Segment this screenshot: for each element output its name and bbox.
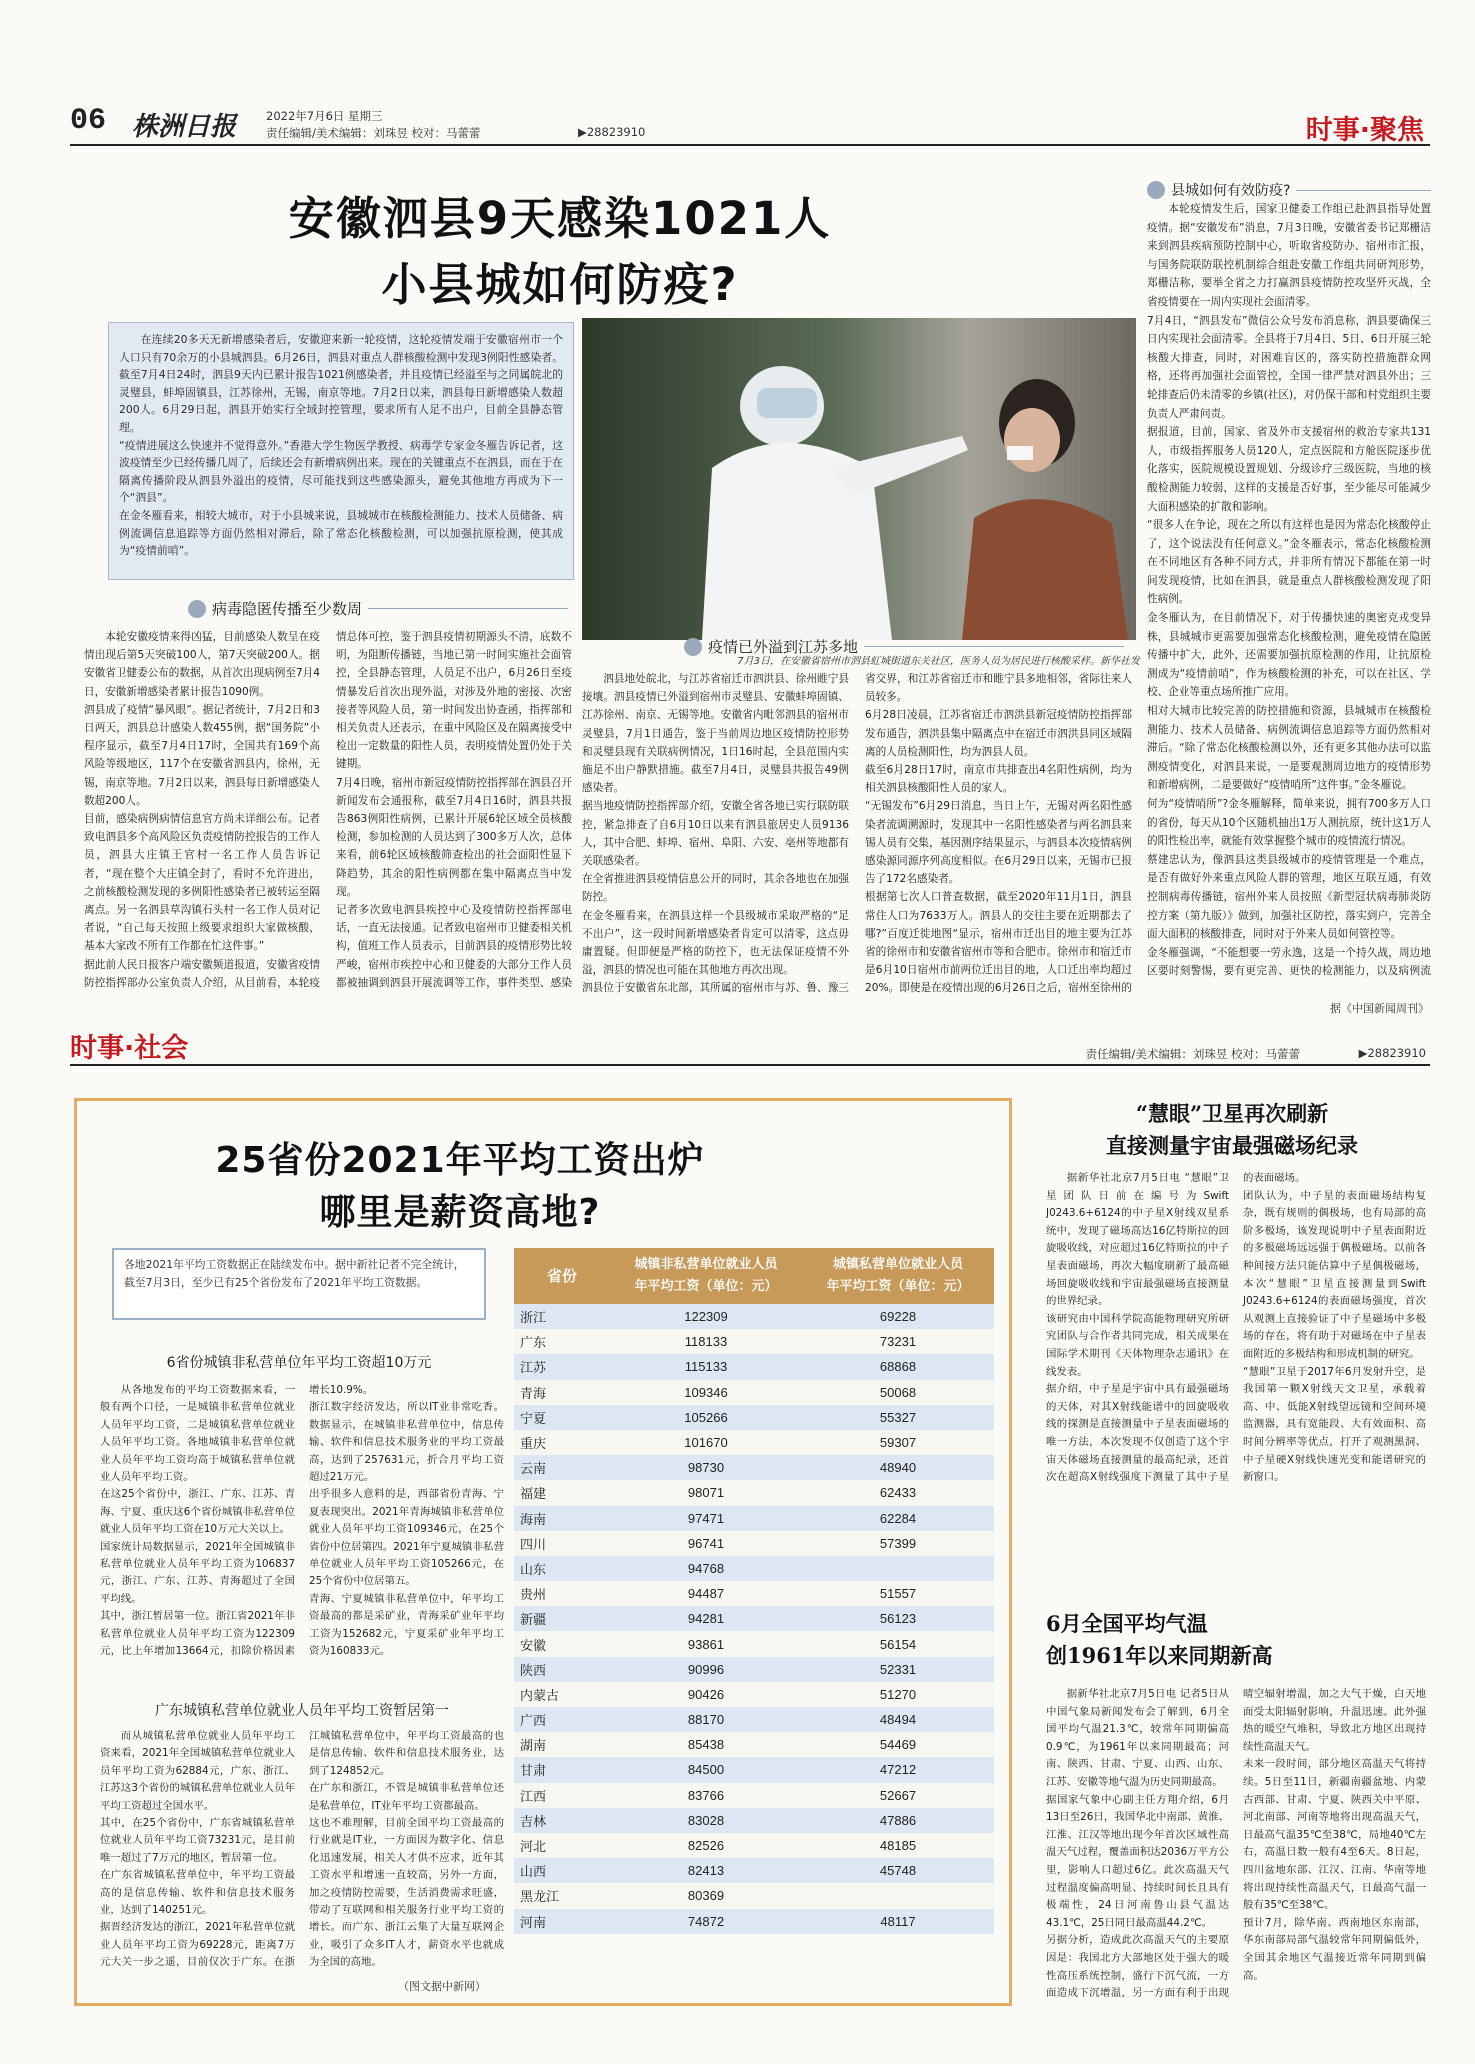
table-cell-nonprivate: 105266 — [610, 1405, 802, 1430]
main-source: 据《中国新闻周刊》 — [1330, 1002, 1429, 1015]
satellite-headline-1: “慧眼”卫星再次刷新 — [1135, 1101, 1329, 1126]
table-row — [514, 1304, 994, 1329]
table-cell-private: 73231 — [802, 1329, 994, 1354]
wage-headline-2: 哪里是薪资高地? — [319, 1192, 601, 1233]
satellite-headline-2: 直接测量宇宙最强磁场纪录 — [1106, 1133, 1358, 1158]
table-cell-province: 山西 — [514, 1858, 610, 1883]
satellite-text: 据新华社北京7月5日电 “慧眼”卫星团队日前在编号为Swift J0243.6+6124的中子星X射线双星系统中，发现了磁场高达16亿特斯拉的回旋吸收线，对应超过16亿特斯拉的中子星表面磁场，再次大幅度刷新了最高磁场回旋吸收线和宇宙最强磁场直接测量的世界纪录。 该研究由中国科学院高能物理研究所研究团队与合作者共同完成，相关成果在国际学术期刊《天体物理杂志通讯》在线发表。 据介绍，中子星是宇宙中具有最强磁场的天体，对其X射线能谱中的回旋吸收线的探测是直接测量中子星表面磁场的唯一方法，本次发现不仅创造了这个宇宙天体磁场直接测量的最高纪录，还首次在超高X射线强度下测量了其中子星的表面磁场。 团队认为，中子星的表面磁场结构复杂，既有规则的偶极场，也有局部的高阶多极场，该发现说明中子星表面附近的多极磁场远远强于偶极磁场。以前各种间接方法只能估算中子星偶极磁场，本次“慧眼”卫星直接测量到Swift J0243.6+6124的表面磁场强度，首次从观测上直接验证了中子星磁场中多极场的存在，将有助于对磁场在中子星表面附近的多极结构和形成机制的研究。 “慧眼”卫星于2017年6月发射升空，是我国第一颗X射线天文卫星，承载着高、中、低能X射线望远镜和空间环境监测器，具有宽能段、大有效面积、高时间分辨率等优点，打开了观测黑洞、中子星硬X射线快速光变和能谱研究的新窗口。 — [1046, 1172, 1426, 1484]
table-row — [514, 1354, 994, 1379]
table-cell-nonprivate: 82526 — [610, 1833, 802, 1858]
wage-intro-box — [112, 1248, 486, 1320]
wage-sub1-text: 从各地发布的平均工资数据来看，一般有两个口径，一是城镇非私营单位就业人员年平均工资，二是城镇私营单位就业人员年平均工资。各地城镇非私营单位就业人员年平均工资均高于城镇私营单位就业人员年平均工资。 在这25个省份中，浙江、广东、江苏、青海、宁夏、重庆这6个省份城镇非私营单位就业人员年平均工资在10万元大关以上。 国家统计局数据显示，2021年全国城镇非私营单位就业人员年平均工资为106837元，浙江、广东、江苏、青海超过了全国平均线。 其中，浙江暂居第一位。浙江省2021年非私营单位就业人员年平均工资为122309元，比上年增加13664元，扣除价格因素增长10.9%。 浙江数字经济发达，所以IT业非常吃香。数据显示，在城镇非私营单位中，信息传输、软件和信息技术服务业的平均工资最高，达到了257631元，折合月平均工资超过21万元。 出乎很多人意料的是，西部省份青海、宁夏表现突出。2021年青海城镇非私营单位就业人员年平均工资109346元，在25个省份中位居第四。2021年宁夏城镇非私营单位就业人员年平均工资105266元，在25个省份中位居第五。 青海、宁夏城镇非私营单位中，年平均工资最高的都是采矿业，青海采矿业年平均工资为152682元，宁夏采矿业年平均工资为160833元。 — [100, 1384, 504, 1658]
right-subhead-text: 县城如何有效防疫? — [1171, 183, 1291, 199]
table-cell-private: 48117 — [802, 1909, 994, 1934]
table-cell-private: 48185 — [802, 1833, 994, 1858]
table-cell-private: 51270 — [802, 1682, 994, 1707]
table-row — [514, 1405, 994, 1430]
hotline-bottom: ▶28823910 — [1358, 1046, 1426, 1060]
table-cell-private: 48494 — [802, 1707, 994, 1732]
table-cell-nonprivate: 83766 — [610, 1783, 802, 1808]
hotline: ▶28823910 — [578, 125, 646, 139]
subhead-virus — [188, 598, 568, 619]
table-cell-nonprivate: 94768 — [610, 1556, 802, 1581]
table-row — [514, 1682, 994, 1707]
table-cell-province: 四川 — [514, 1531, 610, 1556]
table-cell-province: 吉林 — [514, 1808, 610, 1833]
table-cell-nonprivate: 118133 — [610, 1329, 802, 1354]
table-row — [514, 1480, 994, 1505]
table-cell-nonprivate: 115133 — [610, 1354, 802, 1379]
table-cell-nonprivate: 98071 — [610, 1480, 802, 1505]
table-row — [514, 1783, 994, 1808]
photo-caption: 7月3日，在安徽省宿州市泗县虹城街道东关社区，医务人员为居民进行核酸采样。新华社发 — [737, 656, 1140, 667]
table-cell-private: 57399 — [802, 1531, 994, 1556]
subhead-virus-text: 病毒隐匿传播至少数周 — [212, 600, 363, 618]
wage-sub2: 广东城镇私营单位就业人员年平均工资暂居第一 — [155, 1703, 449, 1719]
table-cell-private: 52667 — [802, 1783, 994, 1808]
main-headline-2: 小县城如何防疫? — [381, 258, 739, 311]
table-row — [514, 1380, 994, 1405]
table-cell-province: 江苏 — [514, 1354, 610, 1379]
section-title-top: 时事·聚焦 — [1305, 115, 1424, 146]
table-cell-nonprivate: 85438 — [610, 1732, 802, 1757]
spread-text: 泗县地处皖北，与江苏省宿迁市泗洪县、徐州睢宁县接壤。泗县疫情已外溢到宿州市灵璧县、安徽蚌埠固镇、江苏徐州、南京、无锡等地。安徽省内毗邻泗县的宿州市灵璧县，7月1日通告，鉴于当前周边地区疫情防控形势和灵璧县现有关联病例情况，1日16时起，全县范围内实施足不出户静默措施。截至7月4日，灵璧县共报告49例感染者。 据当地疫情防控指挥部介绍，安徽全省各地已实行联防联控，紧急排查了自6月10日以来有泗县旅居史人员9136人，其中合肥、蚌埠、宿州、阜阳、六安、亳州等地都有关联感染者。 在全省推进泗县疫情信息公开的同时，其余各地也在加强防控。 在金冬雁看来，在泗县这样一个县级城市采取严格的“足不出户”，这一段时间新增感染者肯定可以清零，这点毋庸置疑。但即便是严格的防控下，也无法保证疫情不外溢，泗县的情况也可能在其他地方再次出现。 泗县位于安徽省东北部，其所属的宿州市与苏、鲁、豫三省交界，和江苏省宿迁市和睢宁县多地相邻，省际往来人员较多。 6月28日凌晨，江苏省宿迁市泗洪县新冠疫情防控指挥部发布通告，泗洪县集中隔离点中在宿迁市泗洪县同区域隔离的人员检测阳性，均为泗县人员。 截至6月28日17时，南京市共排查出4名阳性病例，均为相关泗县核酸阳性人员的家人。 “无锡发布”6月29日消息，当日上午，无锡对两名阳性感染者流调溯源时，发现其中一名阳性感染者与两名泗县来锡人员有交集，基因测序结果显示，与泗县本次疫情病例感染源同源序列高度相似。在6月29日以来，无锡市已报告了172名感染者。 根据第七次人口普查数据，截至2020年11月1日，泗县常住人口为7633万人。泗县人的交往主要在近期都去了哪?”百度迁徙地图“显示，宿州市迁出目的地主要为江苏省的徐州市和安徽省宿州市等和合肥市。徐州市和宿迁市是6月10日宿州市前两位迁出目的地，人口迁出率均超过20%。即使是在疫情出现的6月26日之后，宿州至徐州的 — [582, 673, 1132, 995]
table-cell-province: 河北 — [514, 1833, 610, 1858]
table-cell-private: 54469 — [802, 1732, 994, 1757]
table-cell-province: 甘肃 — [514, 1757, 610, 1782]
table-cell-nonprivate: 94281 — [610, 1606, 802, 1631]
table-cell-nonprivate: 74872 — [610, 1909, 802, 1934]
table-cell-province: 河南 — [514, 1909, 610, 1934]
photo-illustration — [582, 318, 1136, 640]
table-cell-private: 69228 — [802, 1304, 994, 1329]
table-cell-private: 55327 — [802, 1405, 994, 1430]
table-cell-nonprivate: 109346 — [610, 1380, 802, 1405]
table-cell-private: 47212 — [802, 1757, 994, 1782]
table-cell-private: 68868 — [802, 1354, 994, 1379]
table-cell-province: 福建 — [514, 1480, 610, 1505]
table-cell-private: 56154 — [802, 1631, 994, 1656]
divider — [1296, 190, 1431, 191]
temp-headline-2: 创1961年以来同期新高 — [1046, 1643, 1273, 1668]
table-cell-private: 56123 — [802, 1606, 994, 1631]
editors-line: 责任编辑/美术编辑：刘珠昱 校对：马蕾蕾 — [266, 126, 481, 140]
virus-text: 本轮安徽疫情来得凶猛，目前感染人数呈在疫情出现后第5天突破100人，第7天突破200人。据安徽省卫健委公布的数据，从首次出现病例至7月4日，安徽新增感染者累计报告1090例。 泗县成了疫情“暴风眼”。据记者统计，7月2日和3日两天，泗县总计感染人数455例，据“国务院”小程序显示，截至7月4日17时，全国共有169个高风险等级地区，117个在安徽省泗县内，徐州，无锡，南京等地。7月2日以来，泗县每日新增感染人数超200人。 目前，感染病例病情信息官方尚未详细公布。记者致电泗县多个高风险区负责疫情防控报告的工作人员，泗县大庄镇王官村一名工作人员告诉记者，“现在整个大庄镇全封了，看时不允许进出，之前核酸检测发现的多例阳性感染者已被转运至隔离点。另一名泗县草沟镇石头村一名工作人员对记者说，“自己每天按照上级要求组织大家做核酸，基本大家改不所有工作都在忙这件事。” 据此前人民日报客户端安徽频道报道，安徽省疫情防控指挥部办公室负责人介绍，从目前看，本轮疫情总体可控，鉴于泗县疫情初期源头不清，底数不明，为阻断传播链，当地已第一时间实施社会面管控，全县静态管理，人员足不出户，6月26日至疫情暴发后首次出现外溢，对涉及外地的密接、次密接者等风险人员，第一时间发出协查函，指挥部和相关负责人还表示，在重中风险区及在隔离接受中检出一定数量的阳性人员，表明疫情处置仍处于关键期。 7月4日晚，宿州市新冠疫情防控指挥部在泗县召开新闻发布会通报称，截至7月4日16时，泗县共报告863例阳性病例，已累计开展6轮区域全员核酸检测，参加检测的人员达到了300多万人次，总体来看，前6轮区域核酸筛查检出的社会面阳性显下降趋势，其余的阳性病例都在集中隔离点当中发现。 记者多次致电泗县疾控中心及疫情防控指挥部电话，一直无法接通。记者致电宿州市卫健委相关机构，值班工作人员表示，目前泗县的疫情形势比较严峻，宿州市疾控中心和卫健委的大部分工作人员都被抽调到泗县开展流调等工作，事件类型、感染 — [84, 631, 572, 989]
table-cell-nonprivate: 84500 — [610, 1757, 802, 1782]
table-row — [514, 1833, 994, 1858]
table-cell-province: 海南 — [514, 1506, 610, 1531]
table-cell-private: 62284 — [802, 1506, 994, 1531]
table-row — [514, 1883, 994, 1908]
table-cell-province: 陕西 — [514, 1657, 610, 1682]
table-cell-nonprivate: 90996 — [610, 1657, 802, 1682]
wage-intro: 各地2021年平均工资数据正在陆续发布中。据中新社记者不完全统计，截至7月3日，至少已有25个省份发布了2021年平均工资数据。 — [124, 1258, 465, 1289]
table-cell-nonprivate: 80369 — [610, 1883, 802, 1908]
table-cell-private: 50068 — [802, 1380, 994, 1405]
table-cell-private: 59307 — [802, 1430, 994, 1455]
section-bullet-icon — [188, 600, 206, 618]
table-cell-province: 青海 — [514, 1380, 610, 1405]
wage-headline-1: 25省份2021年平均工资出炉 — [215, 1140, 705, 1181]
right-column-text: 本轮疫情发生后，国家卫健委工作组已赴泗县指导处置疫情。据“安徽发布”消息，7月3日晚，安徽省委书记郑栅洁来到泗县疾病预防控制中心，听取省疫防办、宿州市汇报，与国务院联防联控机制综合组赴安徽工作组共同研判形势，郑栅洁称，要举全省之力打赢泗县疫情防控攻坚歼灭战，全省疫情要在一周内实现社会面清零。 7月4日，“泗县发布”微信公众号发布消息称，泗县要确保三日内实现社会面清零。全县将于7月4日、5日、6日开展三轮核酸大排查，同时，对困难盲区的，落实防控措施群众网格，还将再加强社会面管控，全国一律严禁对泗县外出；三轮排查后仍未清零的乡镇(社区)，对仍保干部和村党组织主要负责人严肃问责。 据报道，目前，国家、省及外市支援宿州的救治专家共131人，市级指挥服务人员120人，定点医院和方舱医院逐步优化落实，医院规模设置规划、分级诊疗三级医院，当地的核酸检测能力较弱，这样的支援是否好事，至少能尽可能减少大面积感染的扩散和影响。 “很多人在争论，现在之所以有这样也是因为常态化核酸停止了，这个说法没有任何意义。”金冬雁表示，常态化核酸检测在不同地区有各种不同方式，并非所有情况下都能在第一时间发现疫情，比如在泗县，就是重点人群核酸检测发现了阳性病例。 金冬雁认为，在目前情况下，对于传播快速的奥密克戎变异株，县城城市更需要加强常态化核酸检测，避免疫情在隐匿传播中扩大，此外，还需要加强抗原检测的作用，让抗原检测成为“疫情前哨”，作为核酸检测的补充，可以在社区、学校、企业等重点场所推广应用。 相对大城市比较完善的防控措施和资源，县城城市在核酸检测能力、技术人员储备、病例流调信息追踪等方面仍然相对滞后。“除了常态化核酸检测以外，还有更多其他办法可以监测疫情变化，对泗县来说，一是要观测周边地方的疫情形势和新增病例，二是要做好“疫情哨所”这件事。”金冬雁说。 何为“疫情哨所”?金冬雁解释，简单来说，拥有700多万人口的省份，每天从10个区随机抽出1万人测抗原，统计这1万人的阳性检出率，就能有效掌握整个城市的疫情流行情况。 蔡建忠认为，像泗县这类县级城市的疫情管理是一个难点，是否有做好外来重点风险人群的管理，地区互联互通，有效控制病毒传播链，宿州外来人员按照《新型冠状病毒肺炎防控方案（第九版）》做到，加强社区防控，落实到户，完善全面大面积的核酸排查，同时对于外来人员如何管控等。 金冬雁强调，“不能想要一劳永逸，这是一个持久战，周边地区要时刻警惕，要有更完善、更快的检测能力，以及病例流 — [1147, 203, 1431, 978]
wage-table-wrap — [514, 1248, 994, 1934]
wage-table — [514, 1248, 994, 1934]
table-row — [514, 1455, 994, 1480]
editors-line-bottom: 责任编辑/美术编辑：刘珠昱 校对：马蕾蕾 — [1085, 1047, 1300, 1061]
wage-sub2-text: 而从城镇私营单位就业人员年平均工资来看，2021年全国城镇私营单位就业人员年平均工资为62884元，广东、浙江、江苏这3个省份的城镇私营单位就业人员年平均工资超过全国水平。 其中，在25个省份中，广东省城镇私营单位就业人员年平均工资73231元，是目前唯一超过了7万元的地区，暂居第一位。 在广东省城镇私营单位中，年平均工资最高的是信息传输、软件和信息技术服务业，达到了140251元。 据晋经济发达的浙江，2021年私营单位就业人员年平均工资为69228元，距离7万元大关一步之遥，目前仅次于广东。在浙江城镇私营单位中，年平均工资最高的也是信息传输、软件和信息技术服务业，达到了124852元。 在广东和浙江，不管是城镇非私营单位还是私营单位，IT业年平均工资都最高。 这也不难理解，目前全国平均工资最高的行业就是IT业，一方面因为数字化、信息化迅速发展，相关人才供不应求，近年其工资水平和增速一直较高，另外一方面，加之疫情防控需要，生活消费需求旺盛，带动了互联网和相关服务行业平均工资的增长。而广东、浙江云集了大量互联网企业，吸引了众多IT人才，薪资水平也就成为全国的高地。 — [100, 1730, 504, 1969]
table-cell-nonprivate: 90426 — [610, 1682, 802, 1707]
wage-table-body — [514, 1304, 994, 1934]
table-row — [514, 1329, 994, 1354]
table-cell-nonprivate: 82413 — [610, 1858, 802, 1883]
table-cell-province: 安徽 — [514, 1631, 610, 1656]
wage-sub1: 6省份城镇非私营单位年平均工资超10万元 — [166, 1355, 432, 1371]
table-cell-province: 广东 — [514, 1329, 610, 1354]
table-row — [514, 1707, 994, 1732]
table-cell-province: 贵州 — [514, 1581, 610, 1606]
table-cell-province: 江西 — [514, 1783, 610, 1808]
masthead-top — [70, 102, 1430, 146]
table-row — [514, 1581, 994, 1606]
lead-text: 在连续20多天无新增感染者后，安徽迎来新一轮疫情，这轮疫情发端于安徽宿州市一个人口只有70余万的小县城泗县。6月26日，泗县对重点人群核酸检测中发现3例阳性感染者。截至7月4日24时，泗县9天内已累计报告1021例感染者，并且疫情已经溢至与之同属皖北的灵璧县，蚌埠固镇县，江苏徐州，无锡，南京等地。7月2日以来，泗县每日新增感染人数超200人。6月29日起，泗县开始实行全域封控管理，要求所有人足不出户，目前全县静态管理。 “疫情进展这么快速并不觉得意外。”香港大学生物医学教授、病毒学专家金冬雁告诉记者，这波疫情至少已经传播几周了，后续还会有新增病例出来。现在的关键重点不在泗县，而在于在隔离传播阶段从泗县外溢出的疫情，尽可能找到这些感染源头，避免其他地方再成为下一个“泗县”。 在金冬雁看来，相较大城市，对于小县城来说，县城城市在核酸检测能力、技术人员储备、病例流调信息追踪等方面仍然相对滞后，除了常态化核酸检测，可以加强抗原检测，使其成为“疫情前哨”。 — [119, 333, 563, 558]
subhead-spread — [684, 636, 1124, 657]
table-row — [514, 1556, 994, 1581]
table-cell-private: 51557 — [802, 1581, 994, 1606]
table-cell-private: 52331 — [802, 1657, 994, 1682]
paper-logo: 株洲日报 — [132, 112, 237, 142]
table-cell-province: 广西 — [514, 1707, 610, 1732]
table-cell-nonprivate: 83028 — [610, 1808, 802, 1833]
table-cell-nonprivate: 93861 — [610, 1631, 802, 1656]
divider — [864, 646, 1124, 647]
table-cell-private: 47886 — [802, 1808, 994, 1833]
right-subhead — [1147, 180, 1431, 200]
table-row — [514, 1631, 994, 1656]
table-row — [514, 1606, 994, 1631]
table-cell-nonprivate: 94487 — [610, 1581, 802, 1606]
section-bullet-icon — [684, 638, 702, 656]
table-header-nonprivate: 城镇非私营单位就业人员 年平均工资（单位：元） — [610, 1248, 802, 1304]
lead-box — [108, 322, 574, 580]
table-cell-province: 山东 — [514, 1556, 610, 1581]
table-row — [514, 1506, 994, 1531]
table-row — [514, 1657, 994, 1682]
table-cell-province: 内蒙古 — [514, 1682, 610, 1707]
table-cell-private: 48940 — [802, 1455, 994, 1480]
wage-table-header — [514, 1248, 994, 1304]
table-cell-province: 湖南 — [514, 1732, 610, 1757]
table-row — [514, 1858, 994, 1883]
temp-headline-1: 6月全国平均气温 — [1046, 1611, 1208, 1636]
table-cell-province: 宁夏 — [514, 1405, 610, 1430]
section-bullet-icon — [1147, 181, 1165, 199]
table-cell-province: 浙江 — [514, 1304, 610, 1329]
table-row — [514, 1909, 994, 1934]
table-header-province: 省份 — [514, 1248, 610, 1304]
table-cell-nonprivate: 97471 — [610, 1506, 802, 1531]
issue-date: 2022年7月6日 星期三 — [266, 109, 383, 123]
section-title-bottom: 时事·社会 — [70, 1033, 189, 1064]
table-cell-province: 黑龙江 — [514, 1883, 610, 1908]
table-cell-province: 云南 — [514, 1455, 610, 1480]
page-number: 06 — [70, 104, 107, 138]
wage-source: （图文据中新网） — [398, 1980, 486, 1993]
masthead-bottom — [70, 1020, 1430, 1066]
table-cell-private: 45748 — [802, 1858, 994, 1883]
table-row — [514, 1732, 994, 1757]
temp-text: 据新华社北京7月5日电 记者5日从中国气象局新闻发布会了解到，6月全国平均气温21.3℃，较常年同期偏高0.9℃，为1961年以来同期最高；河南、陕西、甘肃、宁夏、山西、山东、江苏、安徽等地气温为历史同期最高。 据国家气象中心副主任方翔介绍，6月13日至26日，我国华北中南部、黄淮、江淮、江汉等地出现今年首次区域性高温天气过程，覆盖面积达2036万平方公里，影响人口超过6亿。此次高温天气过程温度偏高明显、持续时间长且具有极端性，24日河南鲁山县气温达43.1℃，25日同日最高温44.2℃。 另据分析，造成此次高温天气的主要原因是：我国北方大部地区处于强大的暖性高压系统控制，盛行下沉气流，一方面造成下沉增温，另一方面有利于出现晴空辐射增温，加之大气干燥，白天地面受太阳辐射影响，升温迅速。此外强热的暖空气堆积，导致北方地区出现持续性高温天气。 未来一段时间，部分地区高温天气将持续。5日至11日，新疆南疆盆地、内蒙古西部、甘肃、宁夏、陕西关中平原、河北南部、河南等地将出现高温天气，日最高气温35℃至38℃，局地40℃左右，高温日数一般有4至6天。8日起，四川盆地东部、江汉、江南、华南等地将出现持续性高温天气，日最高气温一般有35℃至38℃。 預计7月，除华南、西南地区东南部，华东南部局部气温较常年同期偏低外，全国其余地区气温接近常年同期到偏高。 — [1046, 1688, 1426, 2000]
table-header-private: 城镇私营单位就业人员 年平均工资（单位：元） — [802, 1248, 994, 1304]
table-cell-nonprivate: 98730 — [610, 1455, 802, 1480]
table-row — [514, 1757, 994, 1782]
table-cell-nonprivate: 122309 — [610, 1304, 802, 1329]
table-cell-nonprivate: 88170 — [610, 1707, 802, 1732]
table-cell-province: 新疆 — [514, 1606, 610, 1631]
table-cell-private — [802, 1556, 994, 1581]
table-cell-nonprivate: 101670 — [610, 1430, 802, 1455]
table-row — [514, 1808, 994, 1833]
subhead-spread-text: 疫情已外溢到江苏多地 — [708, 638, 859, 656]
table-cell-nonprivate: 96741 — [610, 1531, 802, 1556]
table-cell-private — [802, 1883, 994, 1908]
table-row — [514, 1531, 994, 1556]
main-headline-1: 安徽泗县9天感染1021人 — [288, 192, 832, 245]
news-photo — [582, 318, 1136, 640]
table-cell-province: 重庆 — [514, 1430, 610, 1455]
table-cell-private: 62433 — [802, 1480, 994, 1505]
table-row — [514, 1430, 994, 1455]
divider — [368, 608, 568, 609]
